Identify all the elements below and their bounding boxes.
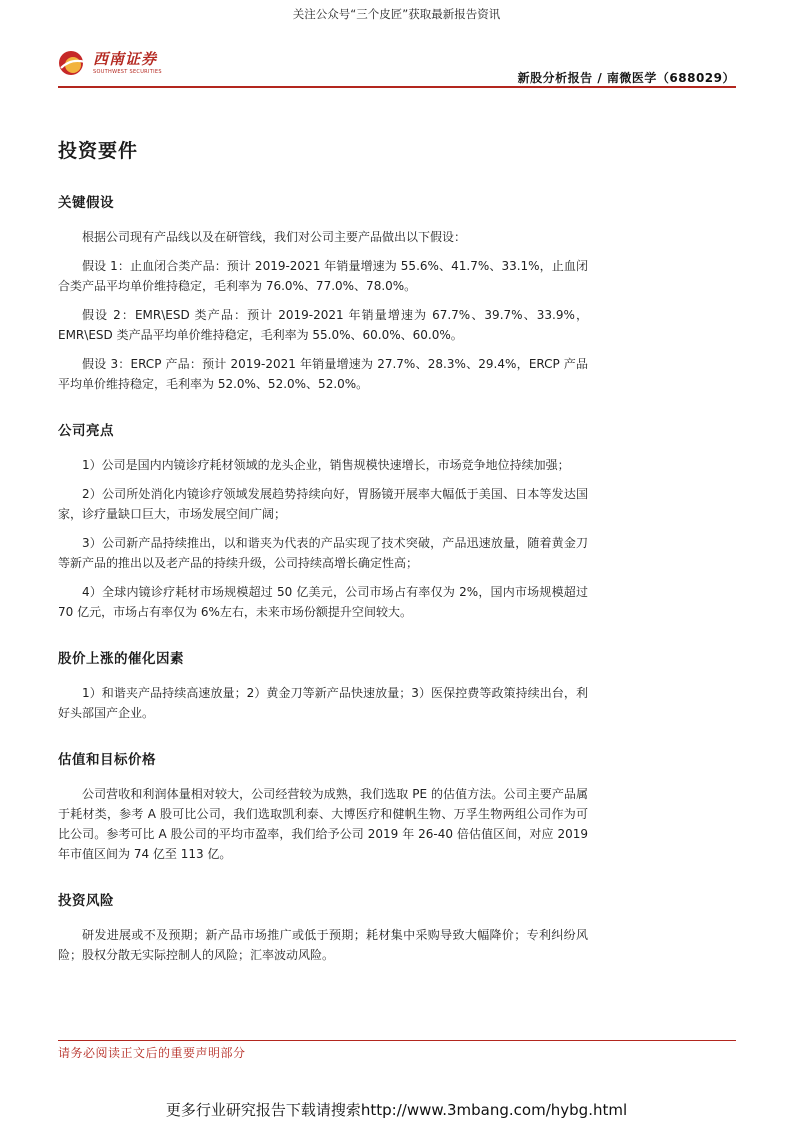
paragraph: 假设 2：EMR\ESD 类产品：预计 2019-2021 年销量增速为 67.7%、39.7%、33.9%，EMR\ESD 类产品平均单价维持稳定，毛利率为 55.0%、60.0%、60.0%。 [58, 308, 588, 342]
section-title: 公司亮点 [58, 423, 114, 439]
top-banner: 关注公众号“三个皮匠”获取最新报告资讯 [292, 7, 501, 21]
section-title: 股价上涨的催化因素 [58, 651, 184, 667]
company-logo [58, 50, 162, 76]
paragraph: 研发进展或不及预期；新产品市场推广或低于预期；耗材集中采购导致大幅降价；专利纠纷风险；股权分散无实际控制人的风险；汇率波动风险。 [58, 928, 588, 962]
paragraph: 假设 3：ERCP 产品：预计 2019-2021 年销量增速为 27.7%、28.3%、29.4%，ERCP 产品平均单价维持稳定，毛利率为 52.0%、52.0%、52.0%。 [58, 357, 588, 391]
main-content [58, 136, 588, 990]
section-risks [58, 889, 588, 965]
section-company-highlights [58, 419, 588, 622]
paragraph: 1）公司是国内内镜诊疗耗材领域的龙头企业，销售规模快速增长，市场竞争地位持续加强； [82, 458, 570, 472]
section-title: 估值和目标价格 [58, 752, 156, 768]
logo-en-text: SOUTHWEST SECURITIES [93, 68, 162, 75]
disclaimer-note: 请务必阅读正文后的重要声明部分 [58, 1046, 246, 1060]
download-link[interactable]: 更多行业研究报告下载请搜索http://www.3mbang.com/hybg.html [165, 1101, 628, 1119]
section-valuation [58, 748, 588, 864]
section-title: 关键假设 [58, 195, 114, 211]
paragraph: 1）和谐夹产品持续高速放量；2）黄金刀等新产品快速放量；3）医保控费等政策持续出台，利好头部国产企业。 [58, 686, 588, 720]
logo-emblem-icon [58, 50, 88, 76]
report-title: 新股分析报告 / 南微医学（688029） [517, 71, 735, 85]
header-divider [58, 86, 736, 88]
paragraph: 假设 1：止血闭合类产品：预计 2019-2021 年销量增速为 55.6%、41.7%、33.1%，止血闭合类产品平均单价维持稳定，毛利率为 76.0%、77.0%、78.0%。 [58, 259, 588, 293]
logo-cn-text: 西南证券 [93, 49, 158, 68]
paragraph: 4）全球内镜诊疗耗材市场规模超过 50 亿美元，公司市场占有率仅为 2%，国内市场规模超过 70 亿元，市场占有率仅为 6%左右，未来市场份额提升空间较大。 [58, 585, 588, 619]
footer-divider [58, 1040, 736, 1041]
paragraph: 2）公司所处消化内镜诊疗领域发展趋势持续向好，胃肠镜开展率大幅低于美国、日本等发达国家，诊疗量缺口巨大，市场发展空间广阔； [58, 487, 588, 521]
page-title: 投资要件 [58, 140, 139, 162]
section-key-assumptions [58, 191, 588, 394]
paragraph: 根据公司现有产品线以及在研管线，我们对公司主要产品做出以下假设： [82, 230, 467, 244]
section-title: 投资风险 [58, 893, 114, 909]
paragraph: 公司营收和利润体量相对较大，公司经营较为成熟，我们选取 PE 的估值方法。公司主要产品属于耗材类，参考 A 股可比公司，我们选取凯利泰、大博医疗和健帆生物、万孚生物两组公司作为可比公司。参考可比 A 股公司的平均市盈率，我们给予公司 2019 年 26-40 倍估值区间，对应 2019 年市值区间为 74 亿至 113 亿。 [58, 787, 588, 861]
paragraph: 3）公司新产品持续推出，以和谐夹为代表的产品实现了技术突破，产品迅速放量，随着黄金刀等新产品的推出以及老产品的持续升级，公司持续高增长确定性高； [58, 536, 588, 570]
section-catalysts [58, 647, 588, 723]
